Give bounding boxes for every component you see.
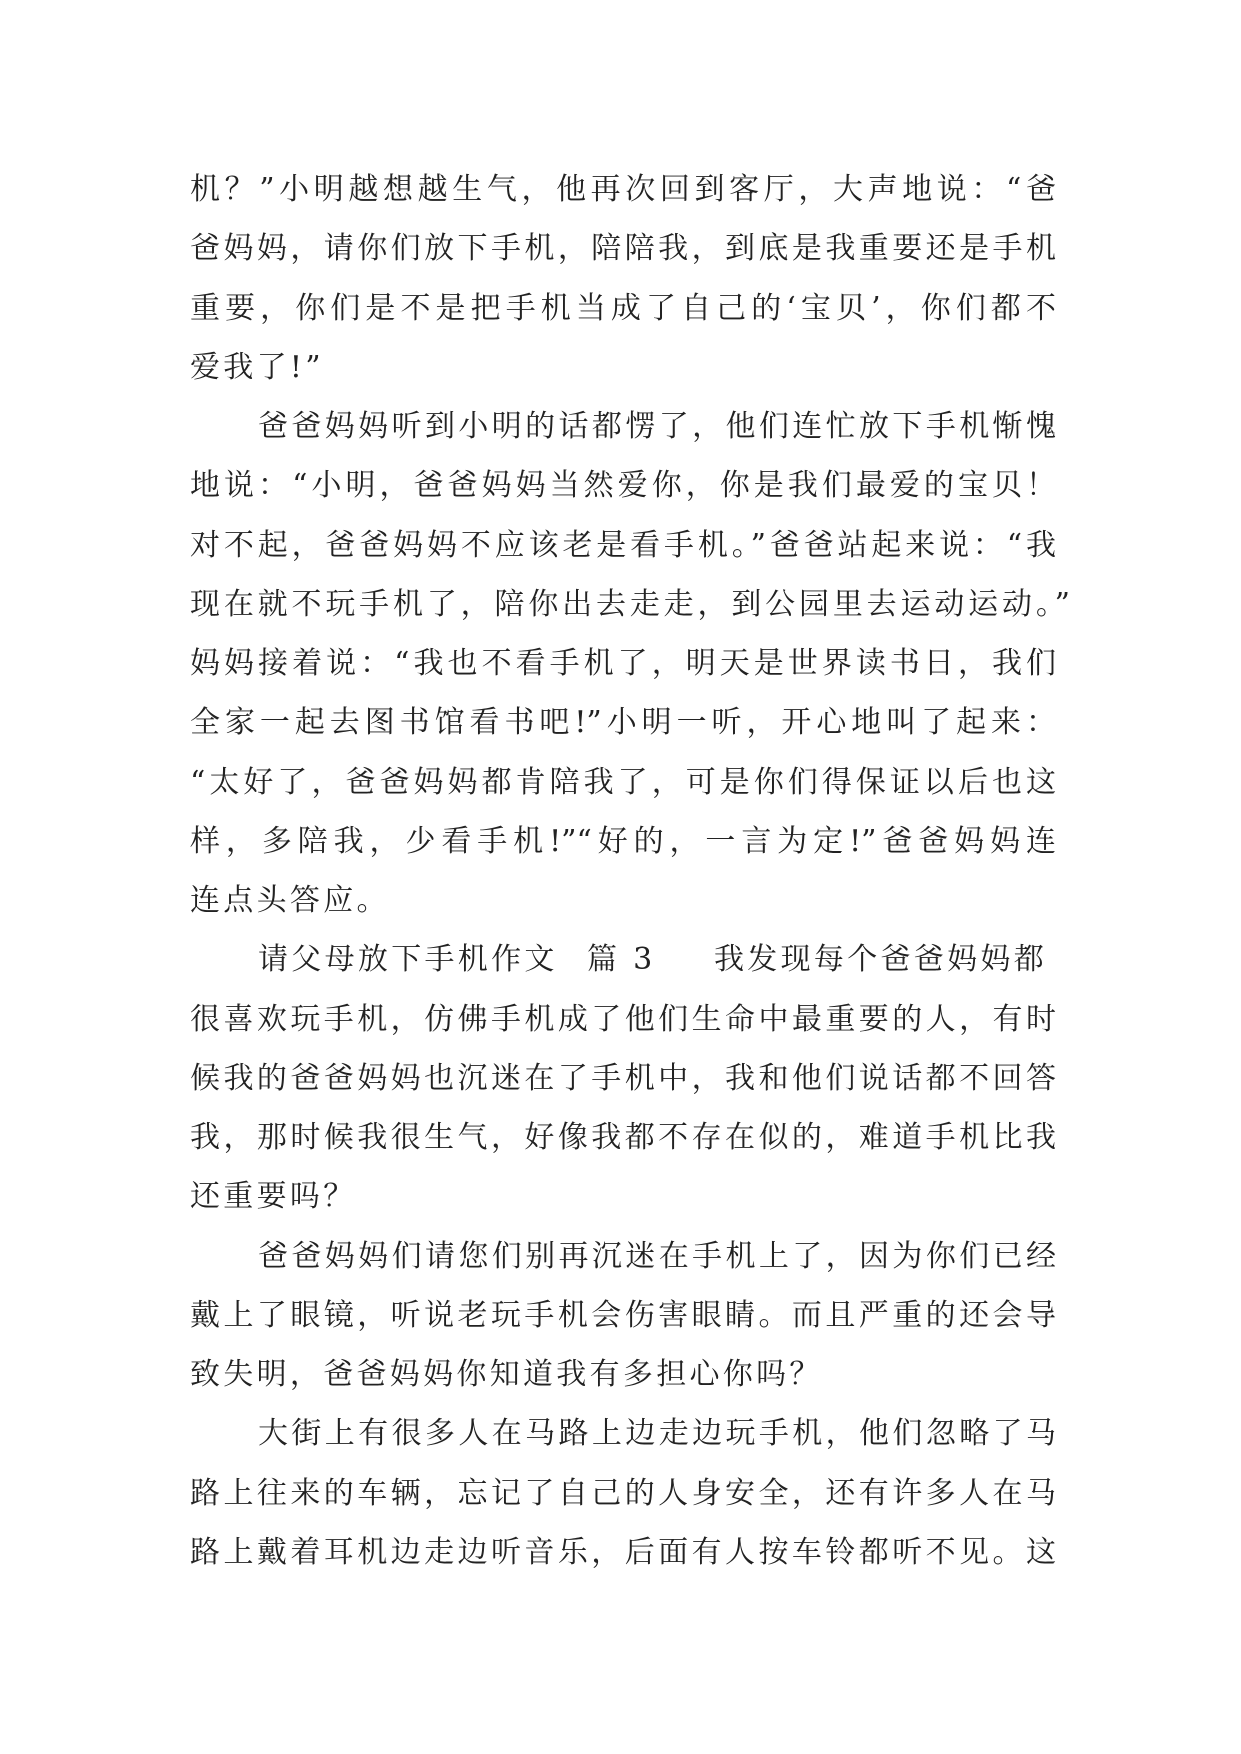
text-line: 现在就不玩手机了，陪你出去走走，到公园里去运动运动。” (190, 587, 1070, 622)
text-line: “太好了，爸爸妈妈都肯陪我了，可是你们得保证以后也这 (190, 765, 1056, 800)
text-line: 爱我了!” (190, 350, 324, 385)
text-line: 候我的爸爸妈妈也沉迷在了手机中，我和他们说话都不回答 (190, 1061, 1056, 1096)
text-line: 重要，你们是不是把手机当成了自己的‘宝贝’，你们都不 (190, 291, 1056, 326)
heading-text: 我发现每个爸爸妈妈都 (714, 942, 1047, 977)
text-line: 爸妈妈，请你们放下手机，陪陪我，到底是我重要还是手机 (190, 231, 1056, 266)
text-line: 致失明，爸爸妈妈你知道我有多担心你吗？ (190, 1357, 823, 1392)
text-line: 爸爸妈妈听到小明的话都愣了，他们连忙放下手机惭愧 (258, 409, 1056, 444)
text-line: 妈妈接着说：“我也不看手机了，明天是世界读书日，我们 (190, 646, 1056, 681)
heading-title: 请父母放下手机作文 (258, 942, 558, 977)
heading-section: 篇 3 (587, 942, 656, 977)
section-heading-line (0, 940, 1241, 980)
text-line: 我，那时候我很生气，好像我都不存在似的，难道手机比我 (190, 1120, 1056, 1155)
text-line: 全家一起去图书馆看书吧!”小明一听，开心地叫了起来： (190, 705, 1056, 740)
text-line: 很喜欢玩手机，仿佛手机成了他们生命中最重要的人，有时 (190, 1002, 1056, 1037)
text-line: 爸爸妈妈们请您们别再沉迷在手机上了，因为你们已经 (258, 1239, 1056, 1274)
text-line: 机？”小明越想越生气，他再次回到客厅，大声地说：“爸 (190, 172, 1056, 207)
text-line: 对不起，爸爸妈妈不应该老是看手机。”爸爸站起来说：“我 (190, 528, 1056, 563)
text-line: 大街上有很多人在马路上边走边玩手机，他们忽略了马 (258, 1416, 1056, 1451)
text-line: 连点头答应。 (190, 883, 390, 918)
text-line: 还重要吗？ (190, 1179, 357, 1214)
text-line: 路上戴着耳机边走边听音乐，后面有人按车铃都听不见。这 (190, 1535, 1056, 1570)
text-line: 地说：“小明，爸爸妈妈当然爱你，你是我们最爱的宝贝！ (190, 468, 1056, 503)
text-line: 路上往来的车辆，忘记了自己的人身安全，还有许多人在马 (190, 1476, 1056, 1511)
text-line: 样，多陪我，少看手机!”“好的，一言为定!”爸爸妈妈连 (190, 824, 1056, 859)
text-line: 戴上了眼镜，听说老玩手机会伤害眼睛。而且严重的还会导 (190, 1298, 1056, 1333)
